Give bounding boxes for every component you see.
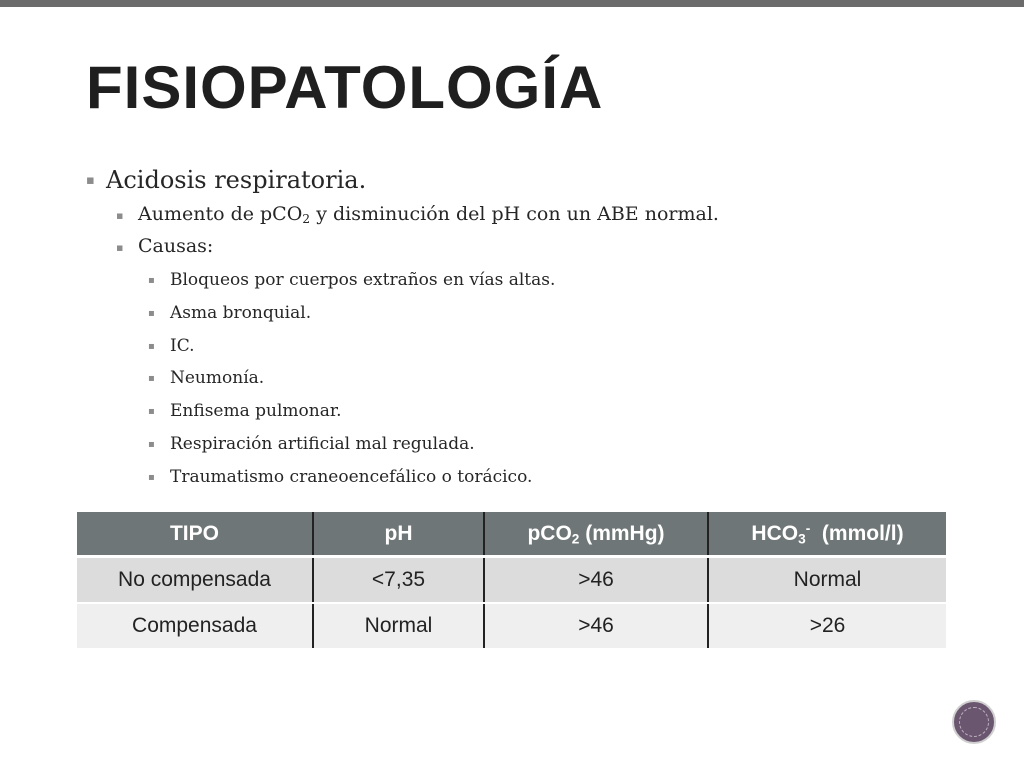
bullet-marker: ▪: [148, 307, 155, 319]
header-hco3-text: HCO: [751, 521, 799, 545]
bullet-text-a: Aumento de pCO: [138, 203, 303, 225]
acidosis-table: [77, 512, 946, 648]
bullet-list: [86, 166, 966, 500]
cause-item: [86, 336, 966, 369]
table-row: [77, 603, 946, 648]
header-hco3-unit: (mmol/l): [810, 521, 904, 545]
cause-text: Respiración artificial mal regulada.: [170, 433, 475, 454]
header-hco3: [708, 512, 946, 557]
bullet-text: Acidosis respiratoria.: [106, 166, 367, 194]
top-accent-bar: [0, 0, 1024, 7]
slide-title: FISIOPATOLOGÍA: [86, 54, 604, 121]
cause-text: Neumonía.: [170, 368, 265, 389]
header-tipo: TIPO: [77, 512, 313, 557]
header-pco2: [484, 512, 708, 557]
bullet-marker: ▪: [86, 173, 95, 188]
cause-text: Bloqueos por cuerpos extraños en vías altas.: [170, 270, 556, 290]
bullet-marker: ▪: [148, 471, 155, 483]
table-header-row: [77, 512, 946, 557]
cell-ph: Normal: [313, 603, 484, 648]
cell-tipo: Compensada: [77, 603, 313, 648]
cell-ph: <7,35: [313, 557, 484, 604]
cause-text: Asma bronquial.: [170, 302, 312, 323]
cause-item: [86, 401, 966, 434]
cell-pco2: >46: [484, 603, 708, 648]
bullet-text: Causas:: [138, 235, 214, 257]
table-row: [77, 557, 946, 604]
cell-hco3: >26: [708, 603, 946, 648]
cause-item: [86, 467, 966, 500]
header-pco2-text: pCO: [527, 521, 572, 545]
cause-text: Traumatismo craneoencefálico o torácico.: [170, 466, 533, 487]
header-pco2-unit: (mmHg): [579, 521, 665, 545]
header-pco2-subscript: 2: [571, 530, 580, 546]
cell-tipo: No compensada: [77, 557, 313, 604]
bullet-marker: ▪: [148, 438, 155, 450]
header-hco3-superscript: -: [805, 520, 811, 536]
bullet-item-main: [86, 166, 966, 200]
bullet-text-b: y disminución del pH con un ABE normal.: [310, 203, 719, 225]
cause-item: [86, 368, 966, 401]
bullet-marker: ▪: [116, 241, 124, 254]
header-hco3-subscript: 3: [798, 530, 806, 546]
cause-item: [86, 303, 966, 336]
cause-text: Enfisema pulmonar.: [170, 401, 342, 422]
circle-nav-icon[interactable]: [952, 700, 996, 744]
bullet-item-sub: [86, 203, 966, 235]
cell-pco2: >46: [484, 557, 708, 604]
header-ph: pH: [313, 512, 484, 557]
nav-inner-ring: [959, 707, 989, 737]
cause-item: [86, 270, 966, 303]
subscript: 2: [302, 212, 311, 227]
bullet-marker: ▪: [148, 275, 155, 286]
cause-item: [86, 434, 966, 467]
bullet-marker: ▪: [148, 340, 155, 352]
bullet-marker: ▪: [116, 209, 124, 222]
cell-hco3: Normal: [708, 557, 946, 604]
bullet-marker: ▪: [148, 406, 155, 418]
bullet-marker: ▪: [148, 373, 155, 385]
bullet-item-sub: [86, 235, 966, 267]
cause-text: IC.: [170, 335, 195, 356]
